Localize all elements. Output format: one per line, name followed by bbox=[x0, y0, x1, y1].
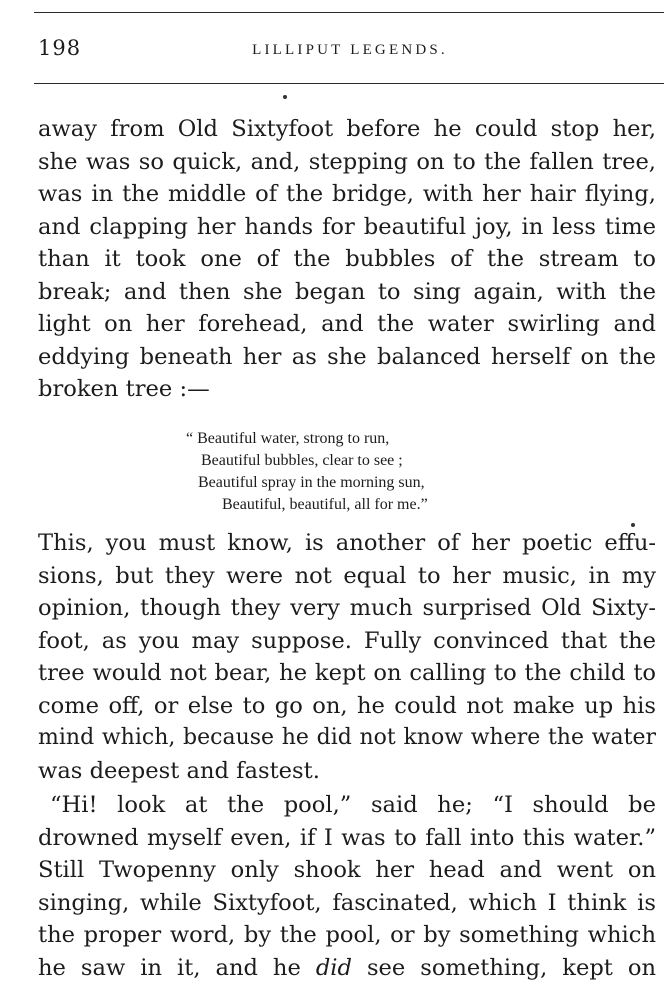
print-speck bbox=[283, 95, 287, 99]
text-line: This, you must know, is another of her poetic effu- bbox=[38, 530, 656, 556]
text-line: opinion, though they very much surprised Old Sixty- bbox=[38, 595, 656, 621]
header-top-rule bbox=[34, 12, 664, 13]
verse-line: “ Beautiful water, strong to run, bbox=[186, 430, 390, 447]
text-line: mind which, because he did not know where the water bbox=[38, 725, 656, 750]
text-line: tree would not bear, he kept on calling to the child to bbox=[38, 660, 656, 686]
text-line: away from Old Sixtyfoot before he could stop her, bbox=[38, 116, 656, 142]
header-bottom-rule bbox=[34, 83, 664, 84]
paragraph bbox=[38, 789, 656, 984]
text-line: was deepest and fastest. bbox=[38, 757, 320, 784]
text-line: foot, as you may suppose. Fully convinced that the bbox=[38, 627, 656, 654]
text-line: light on her forehead, and the water swirling and bbox=[38, 311, 656, 337]
text-line bbox=[38, 952, 656, 985]
emphasized-word: did bbox=[315, 954, 352, 981]
paragraph bbox=[38, 527, 656, 787]
text-line: break; and then she began to sing again, with the bbox=[38, 278, 656, 305]
paragraph-continued bbox=[38, 113, 656, 406]
text-line: Still Twopenny only shook her head and went on bbox=[38, 857, 656, 883]
song-verse bbox=[186, 428, 428, 516]
text-line: than it took one of the bubbles of the stream to bbox=[38, 246, 656, 272]
text-line: drowned myself even, if I was to fall into this water.” bbox=[38, 824, 656, 851]
verse-line: Beautiful spray in the morning sun, bbox=[198, 474, 425, 491]
text-line: “Hi! look at the pool,” said he; “I should be bbox=[50, 792, 656, 818]
text-line: come off, or else to go on, he could not make up his bbox=[38, 692, 656, 719]
text-line: and clapping her hands for beautiful joy, in less time bbox=[38, 213, 656, 240]
text-line: was in the middle of the bridge, with her hair flying, bbox=[38, 181, 656, 207]
text-line: singing, while Sixtyfoot, fascinated, which I think is bbox=[38, 889, 656, 916]
verse-line: Beautiful, beautiful, all for me.” bbox=[222, 496, 428, 513]
page-number: 198 bbox=[38, 36, 82, 60]
text-line: sions, but they were not equal to her music, in my bbox=[38, 562, 656, 589]
text-line: broken tree :— bbox=[38, 376, 210, 402]
text-run: he saw in it, and he bbox=[38, 954, 316, 981]
text-line: eddying beneath her as she balanced herself on the bbox=[38, 343, 656, 370]
running-title: LILLIPUT LEGENDS. bbox=[252, 42, 448, 58]
text-line: she was so quick, and, stepping on to the fallen tree, bbox=[38, 148, 656, 175]
text-line: the proper word, by the pool, or by something which bbox=[38, 922, 656, 948]
text-run: see something, kept on bbox=[351, 954, 656, 981]
verse-line: Beautiful bubbles, clear to see ; bbox=[201, 452, 403, 469]
